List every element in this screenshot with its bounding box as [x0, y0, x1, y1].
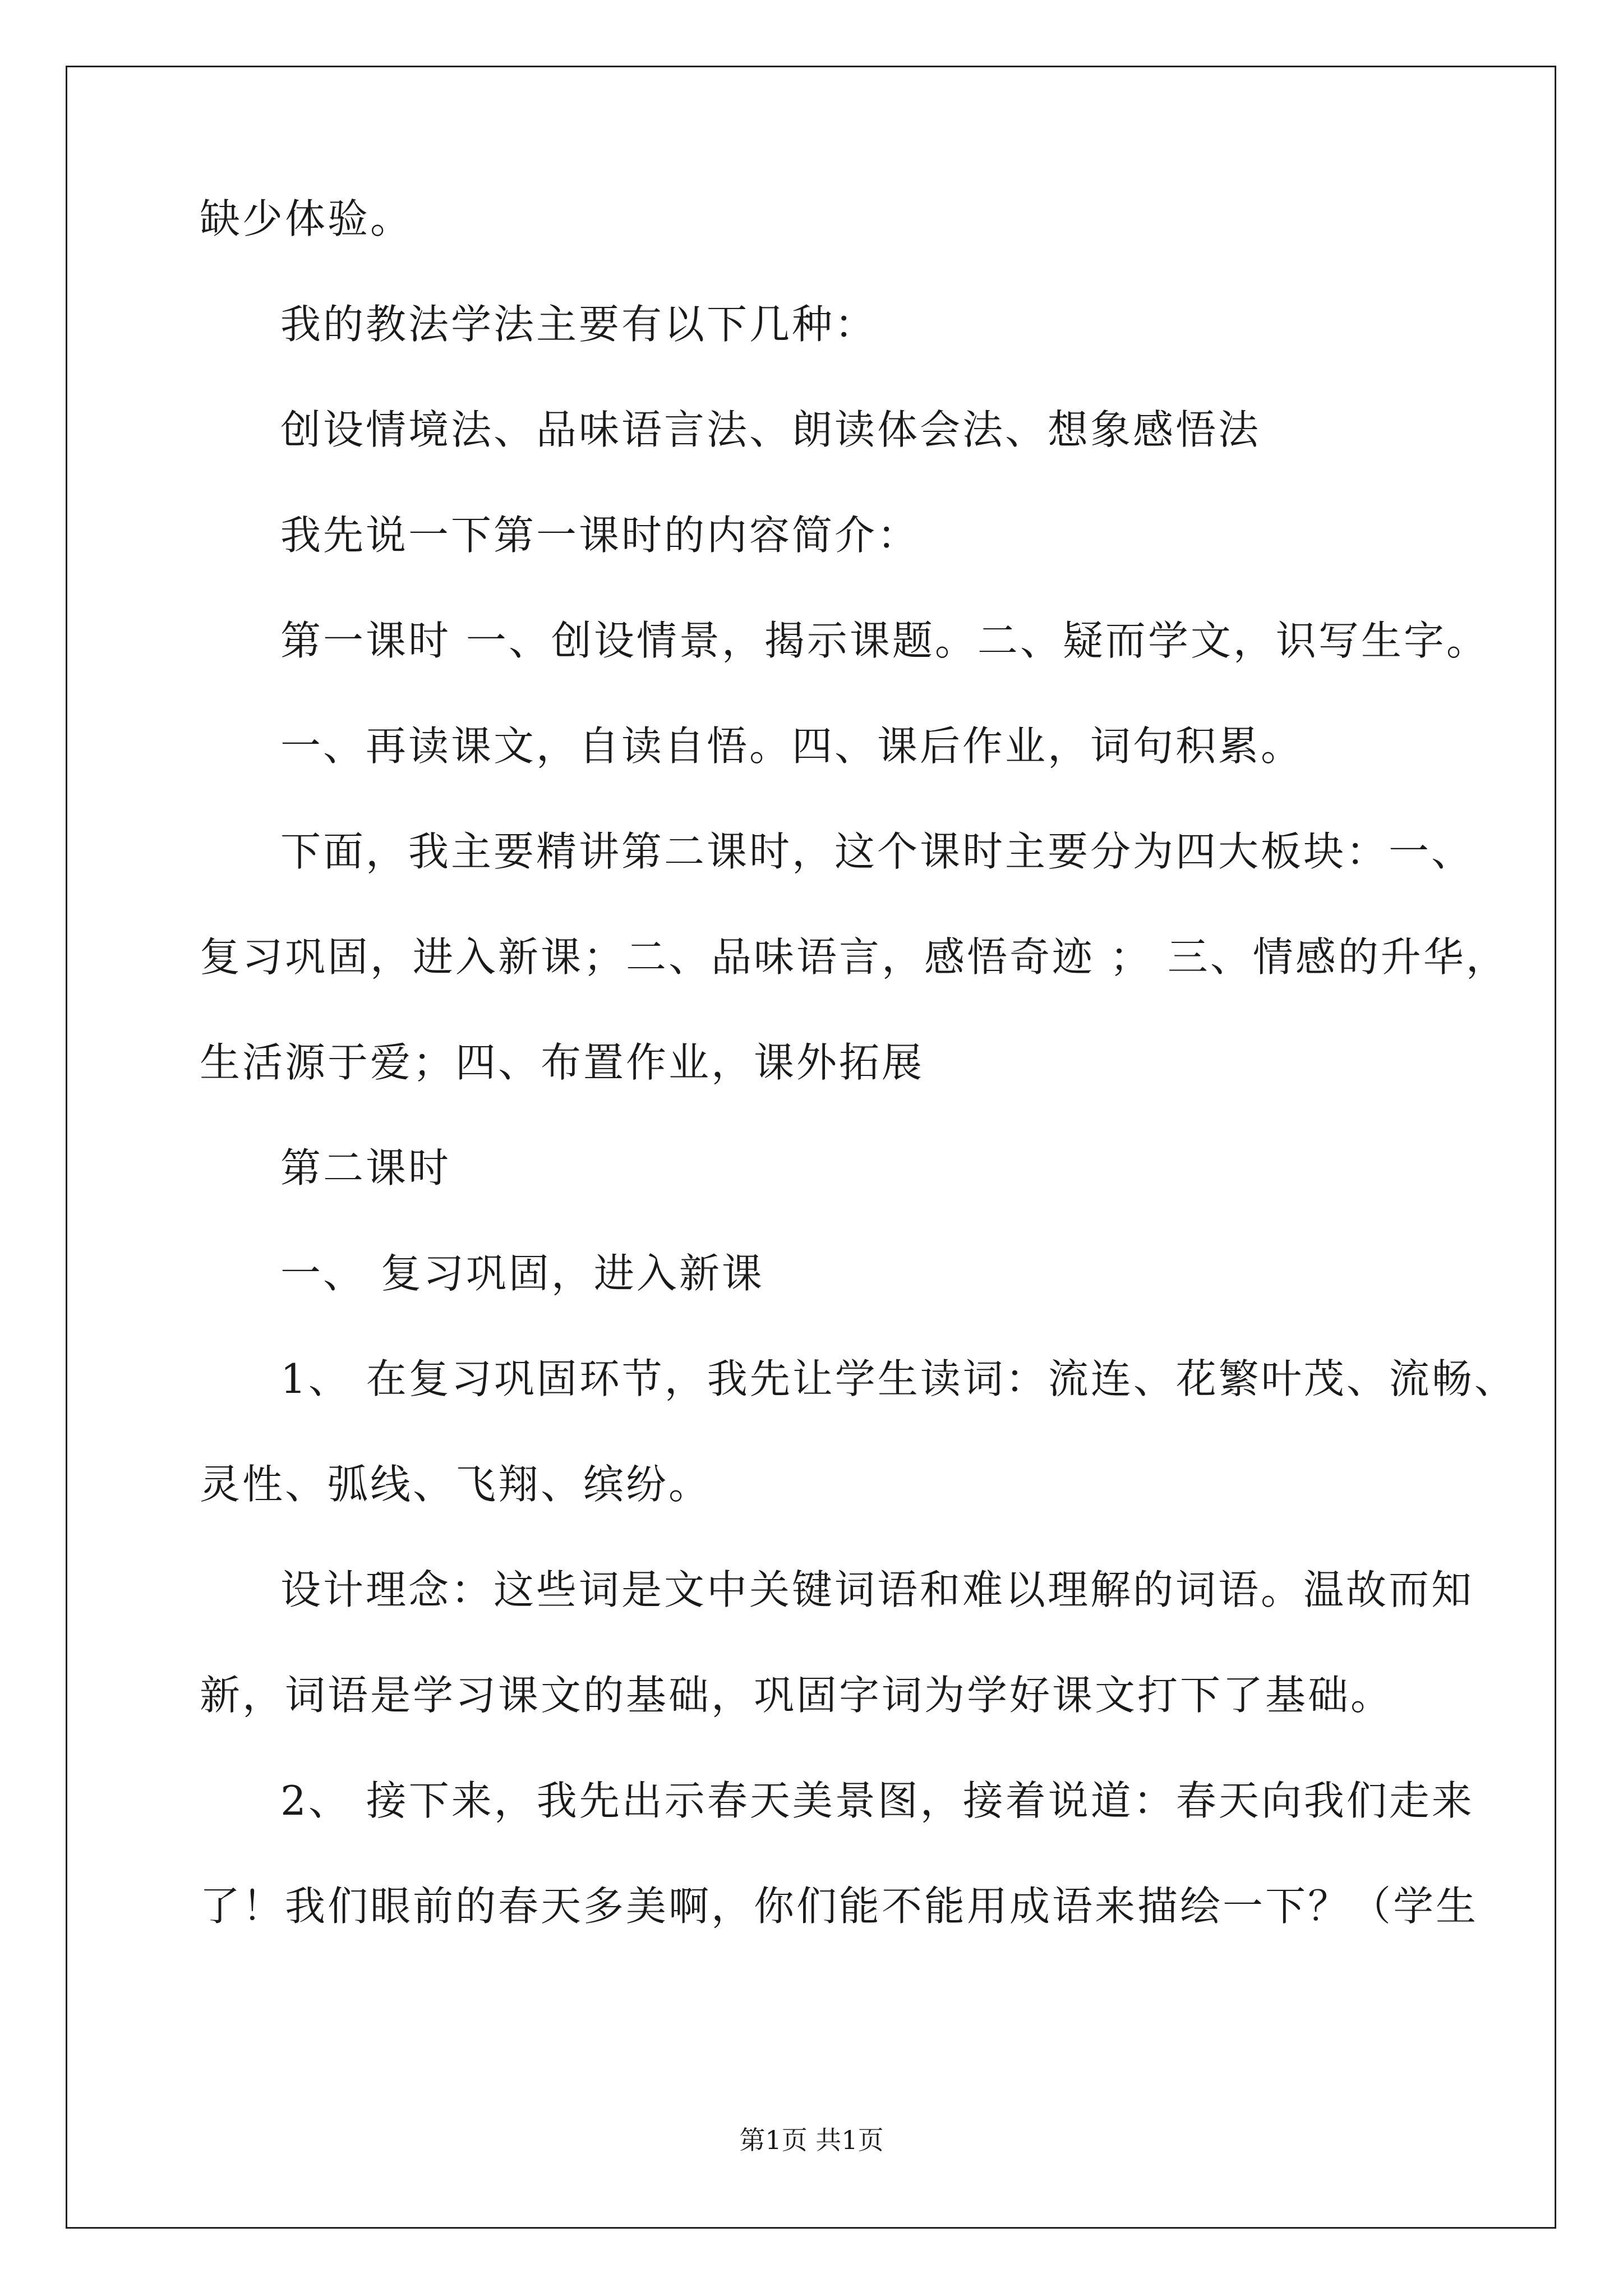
text-line: 灵性、弧线、飞翔、缤纷。	[200, 1461, 712, 1508]
text-line: 生活源于爱；四、布置作业，课外拓展	[200, 1039, 925, 1086]
text-line: 了！我们眼前的春天多美啊，你们能不能用成语来描绘一下？（学生	[200, 1883, 1479, 1930]
text-line: 下面，我主要精讲第二课时，这个课时主要分为四大板块：一、	[280, 828, 1474, 875]
text-line: 设计理念：这些词是文中关键词语和难以理解的词语。温故而知	[280, 1566, 1474, 1613]
text-line: 一、再读课文，自读自悟。四、课后作业，词句积累。	[280, 723, 1304, 770]
text-line: 2、 接下来，我先出示春天美景图，接着说道：春天向我们走来	[280, 1777, 1474, 1824]
text-line: 复习巩固，进入新课；二、品味语言，感悟奇迹 ； 三、情感的升华，	[200, 933, 1509, 981]
text-line: 我先说一下第一课时的内容简介：	[280, 512, 920, 559]
text-line: 第一课时 一、创设情景，揭示课题。二、疑而学文，识写生字。	[280, 617, 1489, 664]
text-line: 第二课时	[280, 1144, 451, 1191]
text-line: 一、 复习巩固，进入新课	[280, 1250, 764, 1297]
text-line: 新，词语是学习课文的基础，巩固字词为学好课文打下了基础。	[200, 1672, 1394, 1719]
page-footer: 第1页 共1页	[739, 2125, 884, 2155]
text-line: 创设情境法、品味语言法、朗读体会法、想象感悟法	[280, 406, 1261, 453]
text-line: 我的教法学法主要有以下几种：	[280, 301, 878, 348]
text-line: 1、 在复习巩固环节，我先让学生读词：流连、花繁叶茂、流畅、	[280, 1355, 1517, 1402]
text-line: 缺少体验。	[200, 195, 413, 242]
